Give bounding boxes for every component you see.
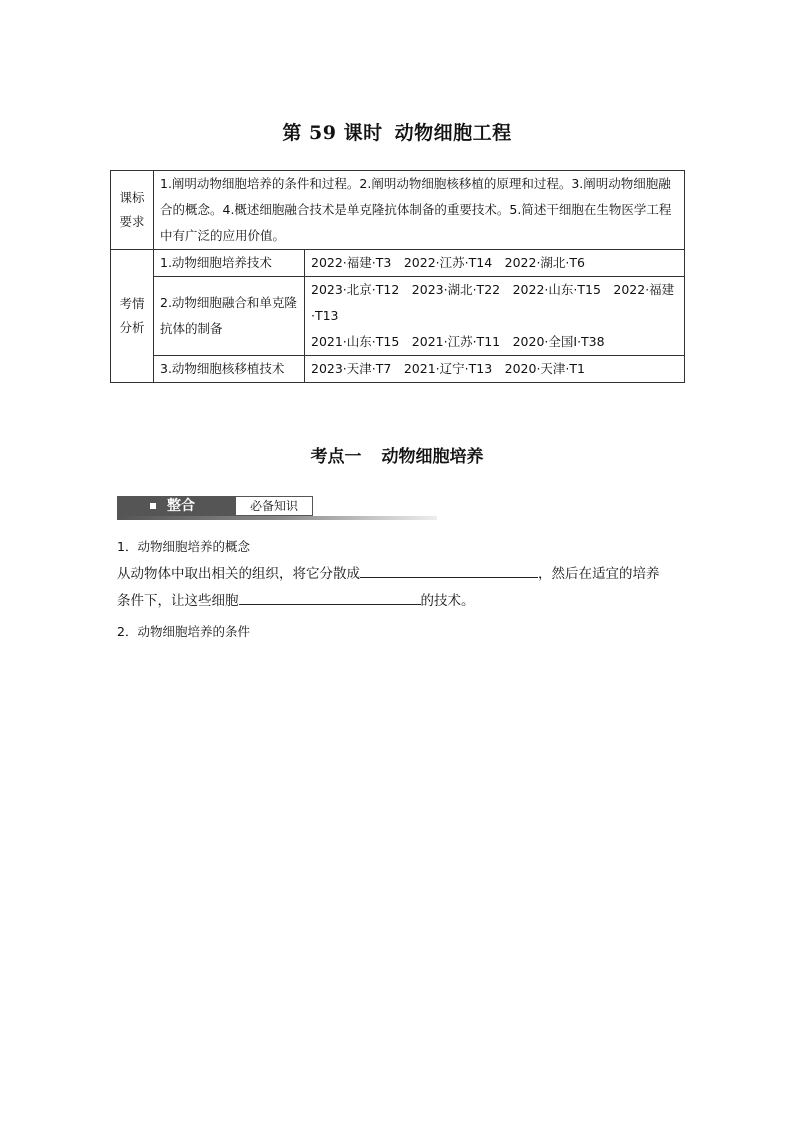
paragraph-line-1 (117, 561, 687, 588)
topic-cell: 2.动物细胞融合和单克隆抗体的制备 (154, 277, 305, 356)
banner-dark-block (117, 496, 235, 516)
cases-line: 2023·北京·T12 2023·湖北·T22 2022·山东·T15 2022·福建·T13 (311, 282, 675, 323)
banner-tab: 必备知识 (235, 496, 313, 516)
section-label: 考点一 (310, 447, 362, 467)
banner-label: 整合 (167, 498, 195, 514)
cases-cell: 2023·天津·T7 2021·辽宁·T13 2020·天津·T1 (305, 356, 685, 383)
cases-cell (305, 277, 685, 356)
banner-gradient-bar (117, 516, 437, 520)
section-name: 动物细胞培养 (381, 447, 484, 467)
table-row (111, 250, 685, 277)
req-label-line1: 课标 (119, 190, 145, 205)
lesson-number: 第 59 课时 (282, 122, 383, 144)
item-heading-1: 1．动物细胞培养的概念 (117, 539, 250, 554)
cases-cell: 2022·福建·T3 2022·江苏·T14 2022·湖北·T6 (305, 250, 685, 277)
req-label-cell (111, 171, 154, 250)
section-title (0, 442, 794, 467)
lesson-topic: 动物细胞工程 (394, 122, 512, 144)
table-row (111, 171, 685, 250)
table-row (111, 356, 685, 383)
text-fragment: 从动物体中取出相关的组织，将它分散成 (117, 566, 360, 582)
exam-label-cell (111, 250, 154, 383)
fill-blank-2[interactable] (239, 588, 421, 605)
square-bullet-icon (150, 503, 156, 509)
requirements-table (110, 170, 685, 383)
exam-label-line1: 考情 (119, 296, 145, 311)
text-fragment: 条件下，让这些细胞 (117, 593, 239, 609)
req-text-cell: 1.阐明动物细胞培养的条件和过程。2.阐明动物细胞核移植的原理和过程。3.阐明动物细胞融合的概念。4.概述细胞融合技术是单克隆抗体制备的重要技术。5.简述干细胞在生物医学工程中有广泛的应用价值。 (154, 171, 685, 250)
cases-line: 2021·山东·T15 2021·江苏·T11 2020·全国Ⅰ·T38 (311, 334, 605, 349)
exam-label-line2: 分析 (119, 320, 145, 335)
topic-cell: 1.动物细胞培养技术 (154, 250, 305, 277)
topic-cell: 3.动物细胞核移植技术 (154, 356, 305, 383)
fill-blank-1[interactable] (360, 561, 538, 578)
page-title (0, 118, 794, 145)
table-row (111, 277, 685, 356)
knowledge-banner (117, 494, 437, 520)
req-label-line2: 要求 (119, 214, 145, 229)
text-fragment: 的技术。 (420, 593, 475, 609)
text-fragment: ，然后在适宜的培养 (538, 566, 660, 582)
paragraph-line-2 (117, 588, 687, 615)
item-heading-2: 2．动物细胞培养的条件 (117, 624, 250, 639)
